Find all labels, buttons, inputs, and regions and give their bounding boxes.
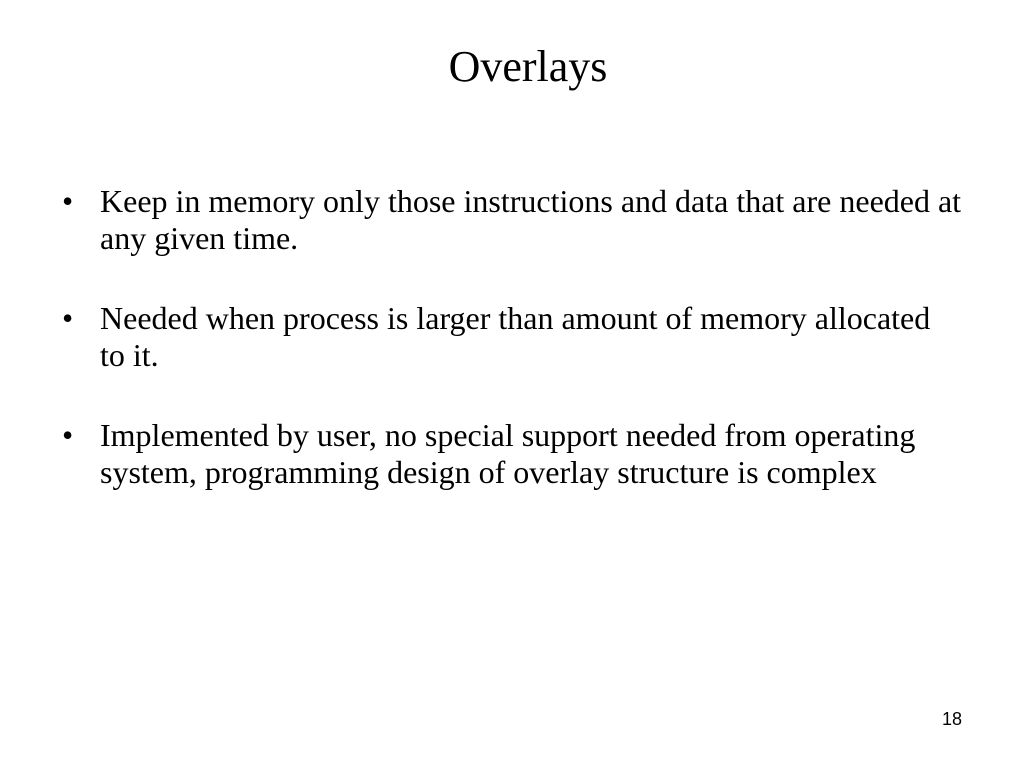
list-item xyxy=(62,417,962,491)
page-number: 18 xyxy=(941,709,962,729)
bullet-text: Needed when process is larger than amount of memory allocated to it. xyxy=(100,300,931,373)
bullet-icon: • xyxy=(62,417,74,453)
bullet-icon: • xyxy=(62,300,74,336)
bullet-icon: • xyxy=(62,183,74,219)
slide-title: Overlays xyxy=(448,42,608,91)
list-item xyxy=(62,300,962,374)
list-item xyxy=(62,183,962,257)
bullet-list xyxy=(62,183,962,491)
bullet-text: Implemented by user, no special support needed from operating system, programming design of overlay structure is complex xyxy=(100,417,916,490)
bullet-text: Keep in memory only those instructions and data that are needed at any given time. xyxy=(100,183,962,256)
